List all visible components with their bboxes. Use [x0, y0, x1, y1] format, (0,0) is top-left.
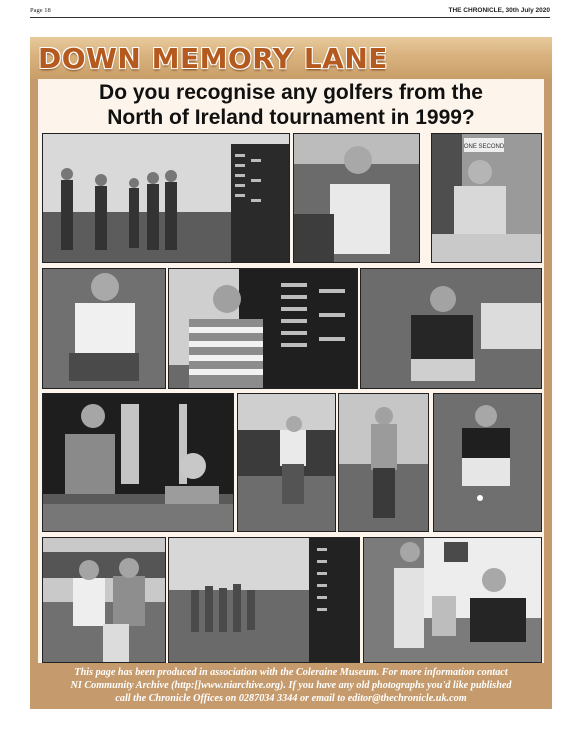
- page-number: Page 18: [30, 7, 51, 14]
- footer-credit: [30, 663, 552, 709]
- footer-line-3: call the Chronicle Offices on 0287034 3344 or email to editor@thechronicle.uk.com: [115, 693, 467, 704]
- photo-golfer-putting: [237, 393, 336, 532]
- banner: [30, 37, 552, 79]
- photo-man-in-buggy: [293, 133, 420, 263]
- photo-man-at-clubhouse: [431, 133, 542, 263]
- photo-crowd-by-scoreboard: [168, 537, 360, 663]
- photo-man-and-boy-at-scoreboard: [42, 393, 234, 532]
- headline-line-2: North of Ireland tournament in 1999?: [107, 106, 475, 129]
- photo-group-by-scoreboard: [42, 133, 290, 263]
- photo-crouching-golfer-1: [42, 268, 166, 389]
- footer-line-2: NI Community Archive (http:[]www.niarchive.org). If you have any old photographs you'd like published: [70, 680, 512, 691]
- photo-golfers-at-clubhouse: [363, 537, 542, 663]
- header-rule: [30, 17, 550, 18]
- masthead-date: THE CHRONICLE, 30th July 2020: [448, 7, 550, 14]
- page-header: [30, 7, 550, 17]
- headline-line-1: Do you recognise any golfers from the: [99, 81, 483, 104]
- headline: [38, 80, 544, 130]
- footer-line-1: This page has been produced in association with the Coleraine Museum. For more information contact: [74, 667, 508, 678]
- photo-two-golfers-with-bag: [42, 537, 166, 663]
- photo-golfer-standing-with-club: [338, 393, 429, 532]
- photo-crouching-golfer-bunker: [360, 268, 542, 389]
- photo-man-at-leaderboard: [168, 268, 358, 389]
- photo-golfer-lining-up-putt: [433, 393, 542, 532]
- clubhouse-sign: ONE SECOND: [463, 144, 505, 150]
- banner-title: DOWN MEMORY LANE: [38, 42, 388, 75]
